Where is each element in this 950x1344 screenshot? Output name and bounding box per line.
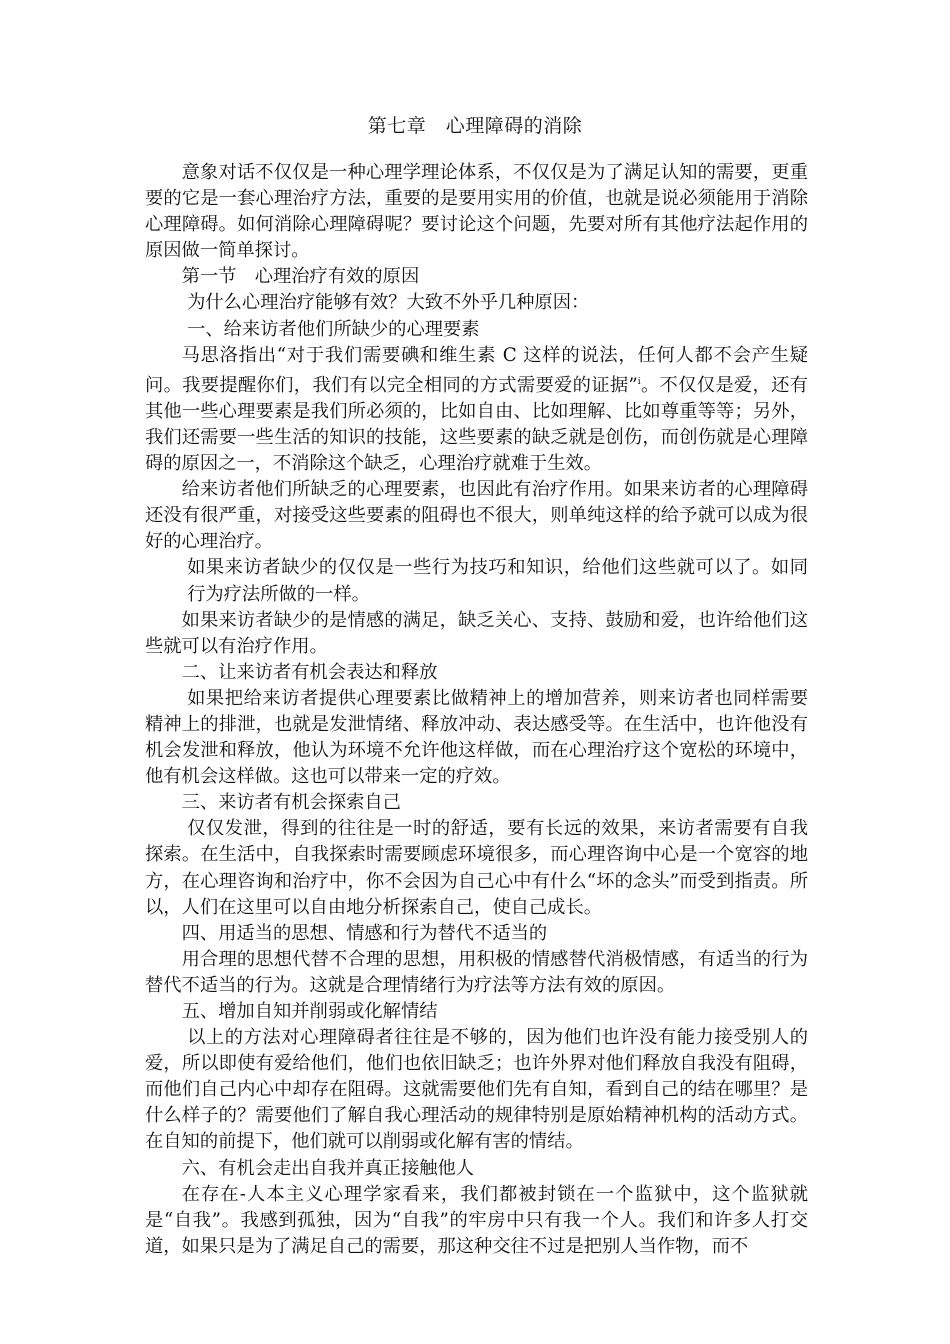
paragraph-6: 在存在-人本主义心理学家看来，我们都被封锁在一个监狱中，这个监狱就是“自我”。我感到孤独，因为“自我”的牢房中只有我一个人。我们和许多人打交道，如果只是为了满足自己的需要，那这种交往不过是把别人当作物，而不	[145, 1183, 808, 1257]
subheading-3: 三、来访者有机会探索自己	[181, 792, 401, 814]
document-body	[145, 160, 808, 1260]
subheading-6: 六、有机会走出自我并真正接触他人	[181, 1157, 475, 1179]
paragraph-1a-start: 马思洛指出“对于我们需要碘和维生素 C 这样的说法，任何人都不会产生疑问。我要提醒你们，我们有以完全相同的方式需要爱的证据”	[145, 344, 808, 396]
paragraph-2: 如果把给来访者提供心理要素比做精神上的增加营养，则来访者也同样需要精神上的排泄，也就是发泄情绪、释放冲动、表达感受等。在生活中，也许他没有机会发泄和释放，他认为环境不允许他这样做，而在心理治疗这个宽松的环境中，他有机会这样做。这也可以带来一定的疗效。	[145, 687, 808, 788]
paragraph-1a	[145, 343, 808, 477]
chapter-title: 第七章 心理障碍的消除	[367, 115, 583, 137]
section-heading: 第一节 心理治疗有效的原因	[181, 266, 420, 288]
paragraph-3: 仅仅发泄，得到的往往是一时的舒适，要有长远的效果，来访者需要有自我探索。在生活中，自我探索时需要顾虑环境很多，而心理咨询中心是一个宽容的地方，在心理咨询和治疗中，你不会因为自己心中有什么“坏的念头”而受到指责。所以，人们在这里可以自由地分析探索自己，使自己成长。	[145, 818, 808, 918]
paragraph-4: 用合理的思想代替不合理的思想，用积极的情感替代消极情感，有适当的行为替代不适当的行为。这就是合理情绪行为疗法等方法有效的原因。	[145, 948, 808, 996]
subheading-4: 四、用适当的思想、情感和行为替代不适当的	[181, 922, 548, 944]
paragraph-1d: 如果来访者缺少的是情感的满足，缺乏关心、支持、鼓励和爱，也许给他们这些就可以有治疗作用。	[145, 609, 808, 657]
intro-paragraph: 意象对话不仅仅是一种心理学理论体系，不仅仅是为了满足认知的需要，更重要的它是一套心理治疗方法，重要的是要用实用的价值，也就是说必须能用于消除心理障碍。如何消除心理障碍呢？要讨论这个问题，先要对所有其他疗法起作用的原因做一简单探讨。	[145, 162, 808, 262]
paragraph-1c: 如果来访者缺少的仅仅是一些行为技巧和知识，给他们这些就可以了。如同行为疗法所做的一样。	[187, 557, 808, 605]
paragraph-5: 以上的方法对心理障碍者往往是不够的，因为他们也许没有能力接受别人的爱，所以即使有爱给他们，他们也依旧缺乏；也许外界对他们释放自我没有阻碍，而他们自己内心中却存在阻碍。这就需要他们先有自知，看到自己的结在哪里？是什么样子的？需要他们了解自我心理活动的规律特别是原始精神机构的活动方式。在自知的前提下，他们就可以削弱或化解有害的情结。	[145, 1027, 808, 1153]
subheading-1: 一、给来访者他们所缺少的心理要素	[187, 318, 480, 340]
section-lead: 为什么心理治疗能够有效？大致不外乎几种原因：	[187, 292, 590, 314]
subheading-2: 二、让来访者有机会表达和释放	[181, 661, 438, 683]
paragraph-1b: 给来访者他们所缺乏的心理要素，也因此有治疗作用。如果来访者的心理障碍还没有很严重，对接受这些要素的阻碍也不很大，则单纯这样的给予就可以成为很好的心理治疗。	[145, 479, 808, 553]
subheading-5: 五、增加自知并削弱或化解情结	[181, 1001, 438, 1022]
paragraph-1a-end: 。不仅仅是爱，还有其他一些心理要素是我们所必须的，比如自由、比如理解、比如尊重等等；另外，我们还需要一些生活的知识的技能，这些要素的缺乏就是创伤，而创伤就是心理障碍的原因之一，不消除这个缺乏，心理治疗就难于生效。	[145, 374, 808, 475]
footnote-marker: i	[637, 376, 641, 387]
